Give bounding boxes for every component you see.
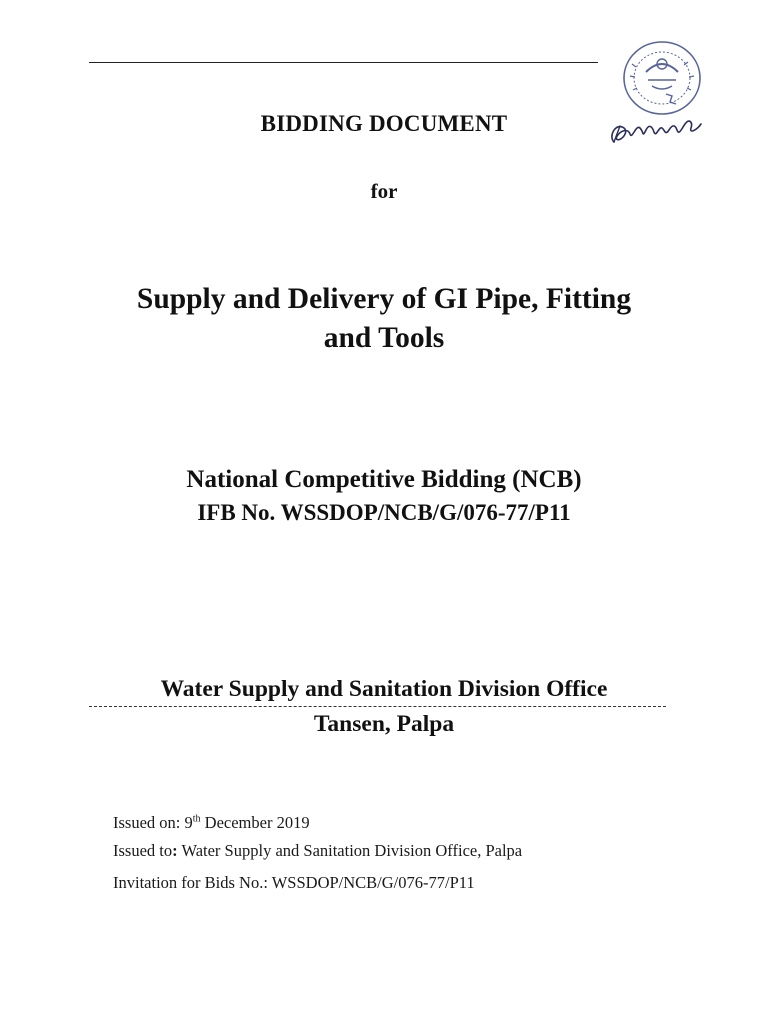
document-title-line-1: Supply and Delivery of GI Pipe, Fitting bbox=[136, 283, 632, 315]
issued-on-line bbox=[113, 813, 310, 833]
issued-to-value: Water Supply and Sanitation Division Office, Palpa bbox=[177, 841, 523, 860]
document-title-line-2: and Tools bbox=[323, 322, 445, 354]
document-for-word: for bbox=[370, 179, 398, 203]
issued-to-colon: : bbox=[172, 841, 178, 860]
ifb-number-heading: IFB No. WSSDOP/NCB/G/076-77/P11 bbox=[197, 500, 571, 525]
issued-to-line bbox=[113, 841, 522, 861]
issued-on-day-suffix: th bbox=[192, 813, 201, 825]
bidding-type: National Competitive Bidding (NCB) bbox=[186, 466, 582, 493]
issued-to-label: Issued to bbox=[113, 841, 173, 860]
stamp-and-signature bbox=[596, 34, 728, 160]
document-heading: BIDDING DOCUMENT bbox=[260, 111, 508, 136]
office-divider bbox=[89, 706, 666, 707]
issued-on-day: 9 bbox=[184, 813, 193, 832]
top-rule bbox=[89, 62, 598, 63]
office-location: Tansen, Palpa bbox=[313, 711, 455, 737]
office-name: Water Supply and Sanitation Division Office bbox=[160, 676, 608, 702]
invitation-for-bids-line bbox=[113, 873, 475, 893]
issued-on-label: Issued on: bbox=[113, 813, 185, 832]
invitation-for-bids-value: WSSDOP/NCB/G/076-77/P11 bbox=[271, 873, 475, 892]
issued-on-rest: December 2019 bbox=[200, 813, 310, 832]
document-title bbox=[0, 280, 768, 358]
invitation-for-bids-label: Invitation for Bids No.: bbox=[113, 873, 272, 892]
